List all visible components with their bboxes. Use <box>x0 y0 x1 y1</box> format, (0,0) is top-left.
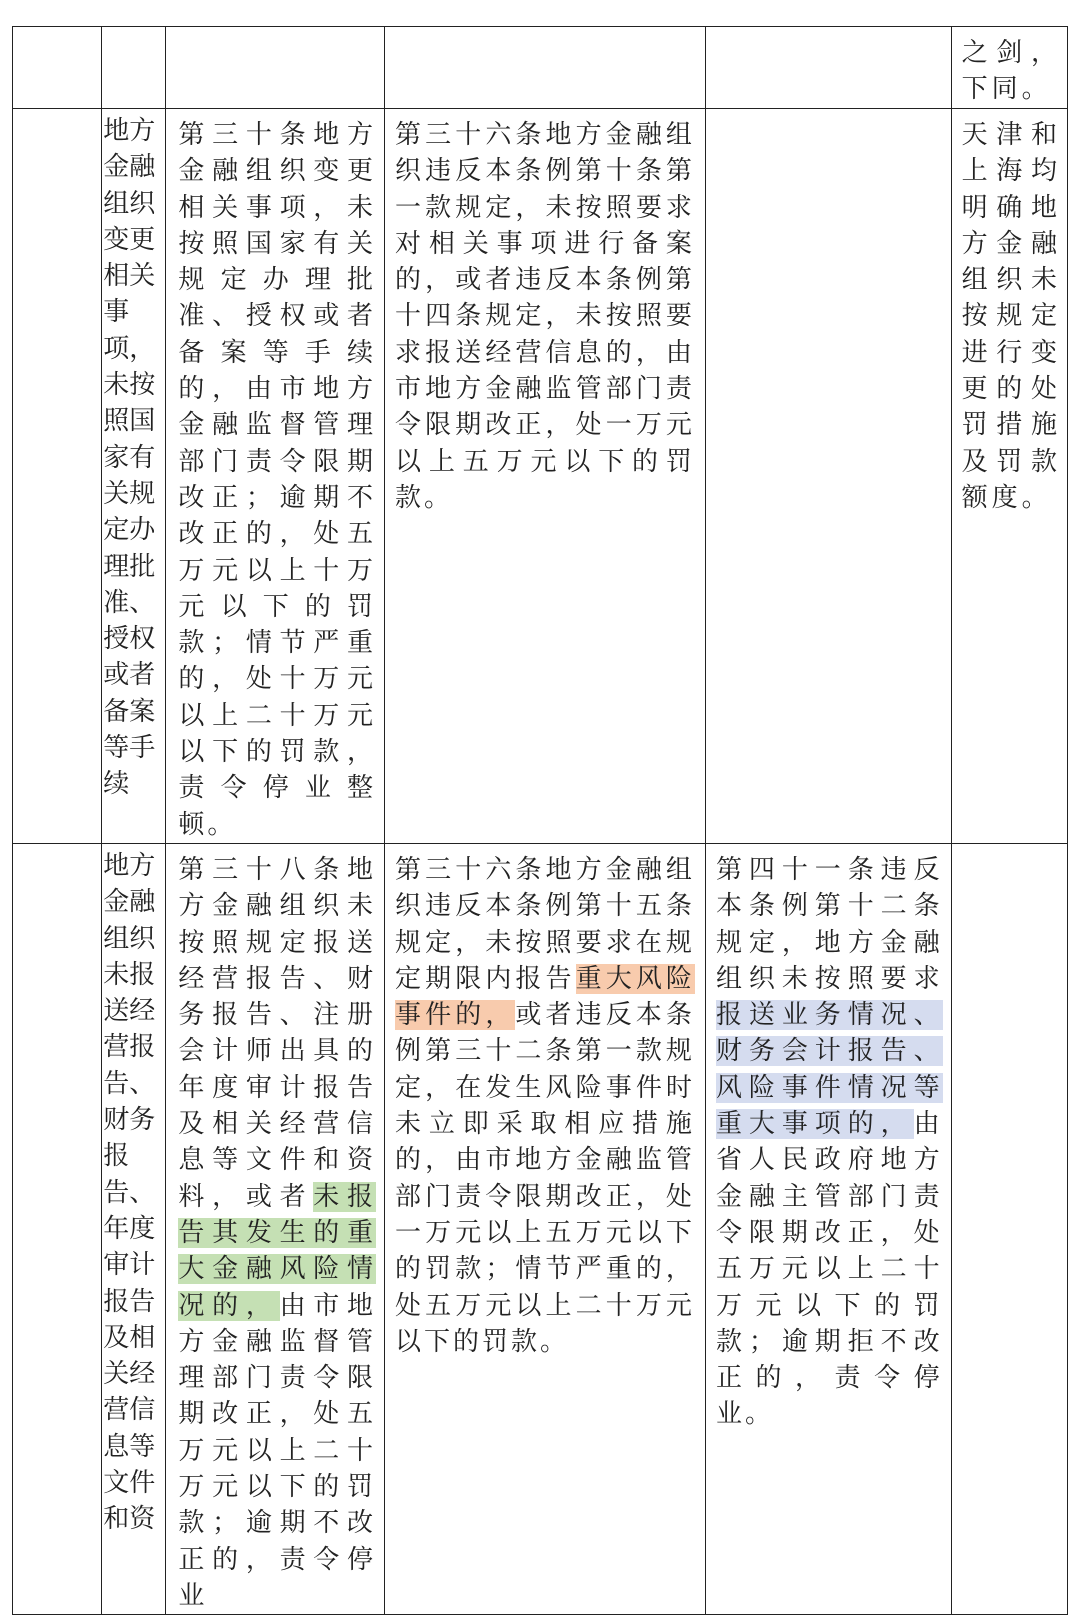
shanghai-cell <box>385 109 706 844</box>
shanghai-text-before: 第三十六条地方金融组织违反本条例第十五条规定，未按照要求在规定期限内报告 <box>395 854 695 994</box>
shanghai-cell <box>385 27 706 109</box>
topic-text: 地方金融组织未报送经营报告、财务报告、年度审计报告及相关经营信息等文件和资 <box>103 850 156 1535</box>
highlight-orange: 重大风险事件的， <box>395 963 695 1031</box>
shanghai-text-after: 或者违反本条例第三十二条第一款规定，在发生风险事件时未立即采取相应措施的，由市地方金融监管部门责令限期改正，处一万元以上五万元以下的罚款；情节严重的，处五万元以上二十万元以下的罚款。 <box>395 1000 695 1357</box>
table-row-change <box>13 109 1068 844</box>
category-cell <box>13 843 102 1614</box>
zhejiang-cell <box>705 27 951 109</box>
shanghai-cell <box>385 843 706 1614</box>
zhejiang-text-after: 由省人民政府地方金融主管部门责令限期改正，处五万元以上二十万元以下的罚款；逾期拒不改正的，责令停业。 <box>715 1109 943 1430</box>
note-text: 天津和上海均明确地方金融组织未按规定进行变更的处罚措施及罚款额度。 <box>961 120 1061 513</box>
note-text: 之剑，下同。 <box>961 38 1061 105</box>
table-row-continued <box>13 27 1068 109</box>
zhejiang-cell <box>705 843 951 1614</box>
beijing-cell <box>166 109 385 844</box>
note-cell <box>951 27 1067 109</box>
topic-cell <box>102 109 166 844</box>
beijing-cell <box>166 843 385 1614</box>
beijing-text <box>166 844 384 1614</box>
beijing-cell <box>166 27 385 109</box>
note-text <box>952 844 1067 852</box>
highlight-blue: 报送业务情况、财务会计报告、风险事件情况等重大事项的， <box>715 1000 943 1140</box>
regulation-comparison-table <box>12 26 1068 1615</box>
category-cell <box>13 27 102 109</box>
topic-cell <box>102 27 166 109</box>
zhejiang-text <box>706 109 951 117</box>
shanghai-text <box>385 844 705 1360</box>
beijing-text-before: 第三十八条地方金融组织未按照规定报送经营报告、财务报告、注册会计师出具的年度审计报告及相关经营信息等文件和资料，或者 <box>178 854 377 1212</box>
zhejiang-cell <box>705 109 951 844</box>
category-cell <box>13 109 102 844</box>
shanghai-text: 第三十六条地方金融组织违反本条例第十条第一款规定，未按照要求对相关事项进行备案的，或者违反本条例第十四条规定，未按照要求报送经营信息的，由市地方金融监管部门责令限期改正，处一万元以上五万元以下的罚款。 <box>395 120 695 513</box>
note-cell <box>951 109 1067 844</box>
highlight-green: 未报告其发生的重大金融风险情况的， <box>178 1181 377 1321</box>
zhejiang-text-before: 第四十一条违反本条例第十二条规定，地方金融组织未按照要求 <box>715 854 943 994</box>
topic-cell <box>102 843 166 1614</box>
note-cell <box>951 843 1067 1614</box>
topic-text: 地方金融组织变更相关事项，未按照国家有关规定办理批准、授权或者备案等手续 <box>103 116 156 800</box>
beijing-text: 第三十条地方金融组织变更相关事项，未按照国家有关规定办理批准、授权或者备案等手续的，由市地方金融监督管理部门责令限期改正；逾期不改正的，处五万元以上十万元以下的罚款；情节严重的，处十万元以上二十万元以下的罚款，责令停业整顿。 <box>178 120 377 840</box>
zhejiang-text <box>706 844 951 1433</box>
beijing-text-after: 由市地方金融监督管理部门责令限期改正，处五万元以上二十万元以下的罚款；逾期不改正的，责令停业 <box>178 1290 377 1611</box>
table-row-report <box>13 843 1068 1614</box>
